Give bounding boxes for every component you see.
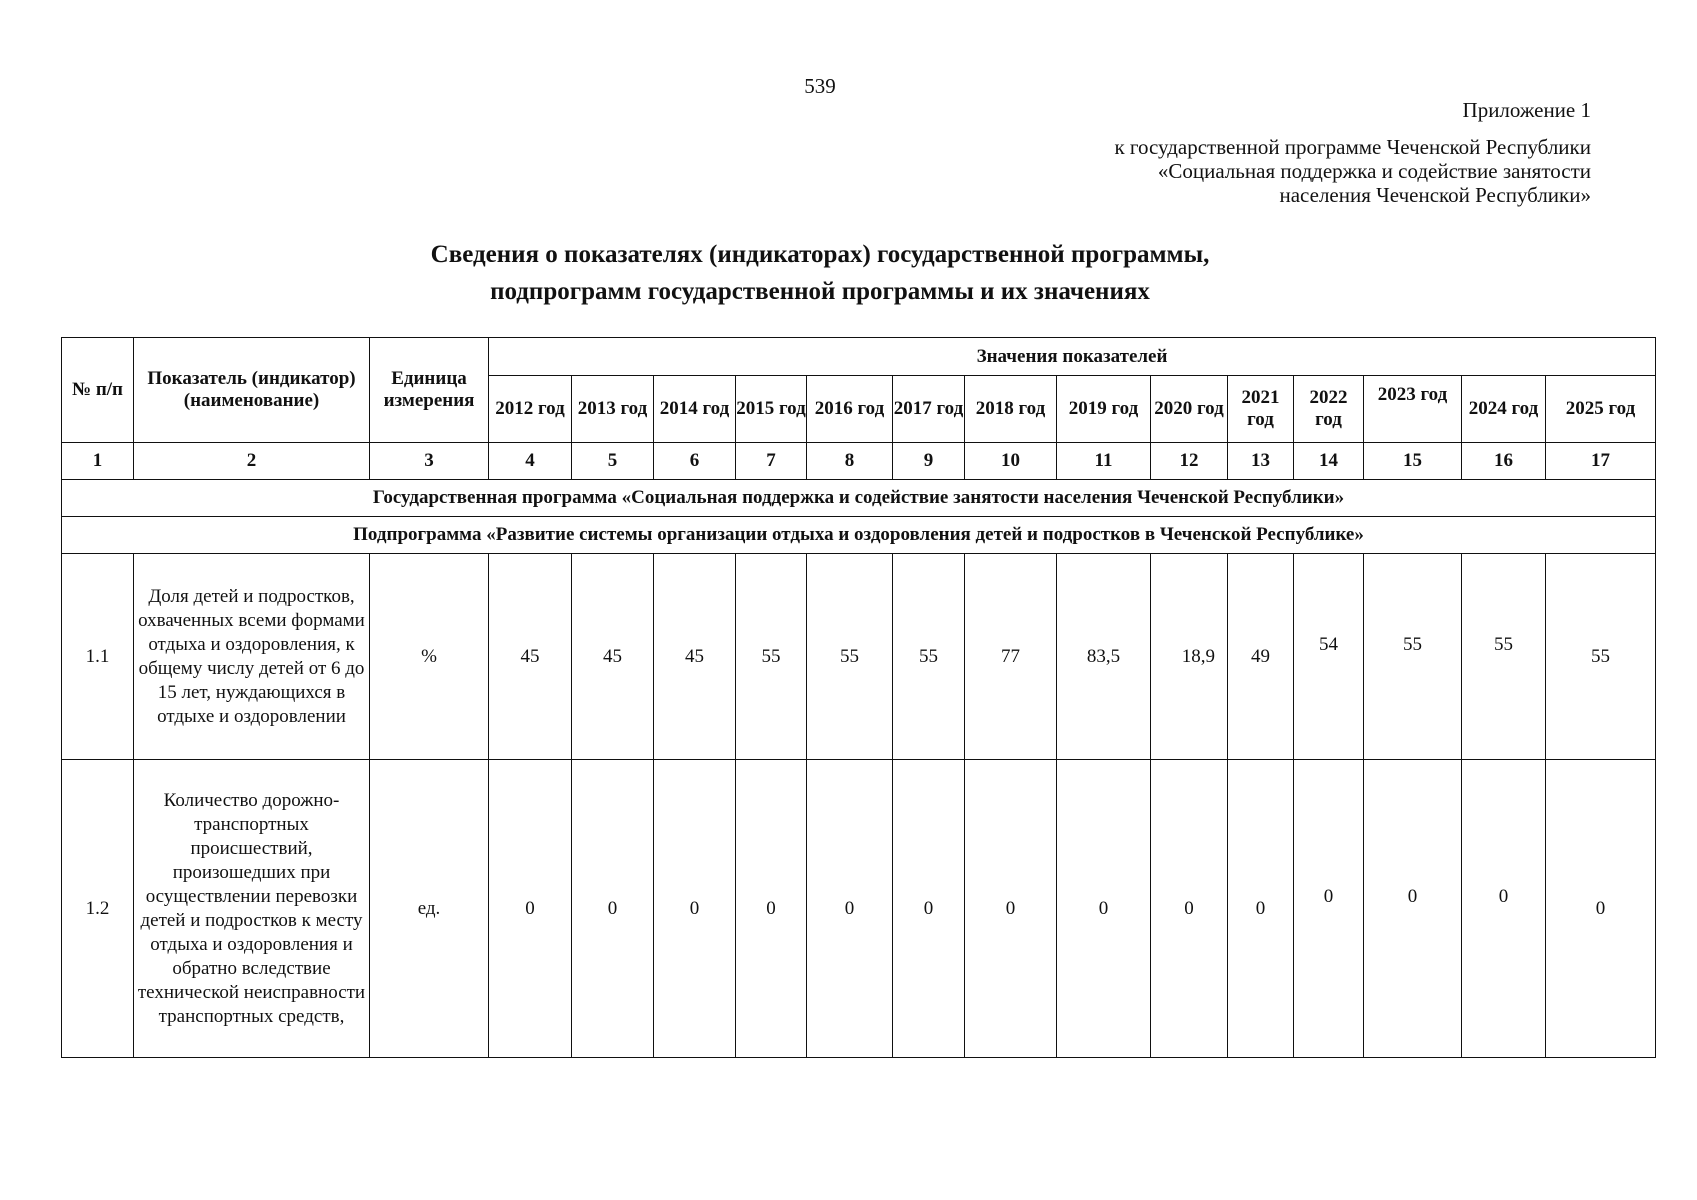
value-cell [1364,554,1462,760]
page-number: 539 [804,74,836,98]
appendix-line: населения Чеченской Республики» [1279,183,1591,207]
column-number: 8 [807,443,893,480]
value-cell: 45 [489,554,572,760]
document-title [0,236,1640,310]
value-cell: 0 [807,760,893,1058]
appendix-line: к государственной программе Чеченской Республики [1114,135,1591,159]
value-cell: 0 [489,760,572,1058]
header-indicator: Показатель (индикатор) (наименование) [134,338,370,443]
row-number: 1.2 [62,760,134,1058]
table-row [62,760,1656,1058]
value-cell: 55 [893,554,965,760]
value-text: 54 [1319,633,1338,655]
column-number: 4 [489,443,572,480]
value-cell [1294,554,1364,760]
value-text: 0 [1323,885,1334,907]
column-number: 10 [965,443,1057,480]
value-cell: 55 [1546,554,1656,760]
value-cell: 55 [736,554,807,760]
value-text: 55 [1494,633,1513,655]
column-number: 13 [1228,443,1294,480]
value-cell: 0 [1228,760,1294,1058]
indicator-name: Доля детей и подростков, охваченных всеми формами отдыха и оздоровления, к общему числу детей от 6 до 15 лет, нуждающихся в отдыхе и оздоровлении [134,554,370,760]
program-title: Государственная программа «Социальная поддержка и содействие занятости населения Чеченской Республики» [62,480,1656,517]
column-number: 11 [1057,443,1151,480]
header-num: № п/п [62,338,134,443]
column-number: 17 [1546,443,1656,480]
column-number: 9 [893,443,965,480]
header-year: 2016 год [807,376,893,443]
subprogram-title: Подпрограмма «Развитие системы организации отдыха и оздоровления детей и подростков в Чеченской Республике» [62,517,1656,554]
value-cell: 0 [893,760,965,1058]
header-year: 2025 год [1546,376,1656,443]
value-cell: 0 [1546,760,1656,1058]
indicator-name: Количество дорожно-транспортных происшествий, произошедших при осуществлении перевозки детей и подростков к месту отдыха и оздоровления и обратно вследствие технической неисправности транспортных средств, [134,760,370,1058]
value-cell: 83,5 [1057,554,1151,760]
column-number: 5 [572,443,654,480]
subprogram-row [62,517,1656,554]
unit-cell: ед. [370,760,489,1058]
table-row [62,554,1656,760]
row-number: 1.1 [62,554,134,760]
appendix-label: Приложение 1 [1462,98,1591,122]
column-numbers-row [62,443,1656,480]
value-cell: 0 [1057,760,1151,1058]
header-year: 2021 год [1228,376,1294,443]
document-title-line: Сведения о показателях (индикаторах) государственной программы, [430,241,1210,268]
value-text: 0 [1407,885,1418,907]
value-cell [1462,760,1546,1058]
value-cell: 77 [965,554,1057,760]
header-year: 2013 год [572,376,654,443]
document-title-line: подпрограмм государственной программы и их значениях [490,278,1150,305]
value-cell: 49 [1228,554,1294,760]
column-number: 6 [654,443,736,480]
header-values-group: Значения показателей [489,338,1656,376]
indicators-table [61,337,1656,1058]
appendix-line: «Социальная поддержка и содействие занятости [1157,159,1591,183]
header-year: 2012 год [489,376,572,443]
value-cell: 45 [654,554,736,760]
value-cell: 0 [1151,760,1228,1058]
value-cell [1462,554,1546,760]
column-number: 7 [736,443,807,480]
column-number: 12 [1151,443,1228,480]
header-year: 2024 год [1462,376,1546,443]
program-row [62,480,1656,517]
header-year: 2023 год [1364,376,1462,443]
header-year: 2014 год [654,376,736,443]
header-year: 2018 год [965,376,1057,443]
column-number: 16 [1462,443,1546,480]
header-year: 2017 год [893,376,965,443]
value-cell [1364,760,1462,1058]
header-year: 2020 год [1151,376,1228,443]
column-number: 14 [1294,443,1364,480]
header-year: 2019 год [1057,376,1151,443]
header-year: 2022 год [1294,376,1364,443]
value-cell: 18,9 [1151,554,1228,760]
value-text: 55 [1403,633,1422,655]
column-number: 15 [1364,443,1462,480]
value-cell: 55 [807,554,893,760]
column-number: 2 [134,443,370,480]
value-cell: 45 [572,554,654,760]
value-cell [1294,760,1364,1058]
column-number: 1 [62,443,134,480]
unit-cell: % [370,554,489,760]
header-unit: Единица измерения [370,338,489,443]
value-cell: 0 [654,760,736,1058]
value-text: 0 [1498,885,1509,907]
value-cell: 0 [736,760,807,1058]
value-cell: 0 [572,760,654,1058]
column-number: 3 [370,443,489,480]
header-year: 2015 год [736,376,807,443]
appendix-reference [1114,135,1591,207]
value-cell: 0 [965,760,1057,1058]
